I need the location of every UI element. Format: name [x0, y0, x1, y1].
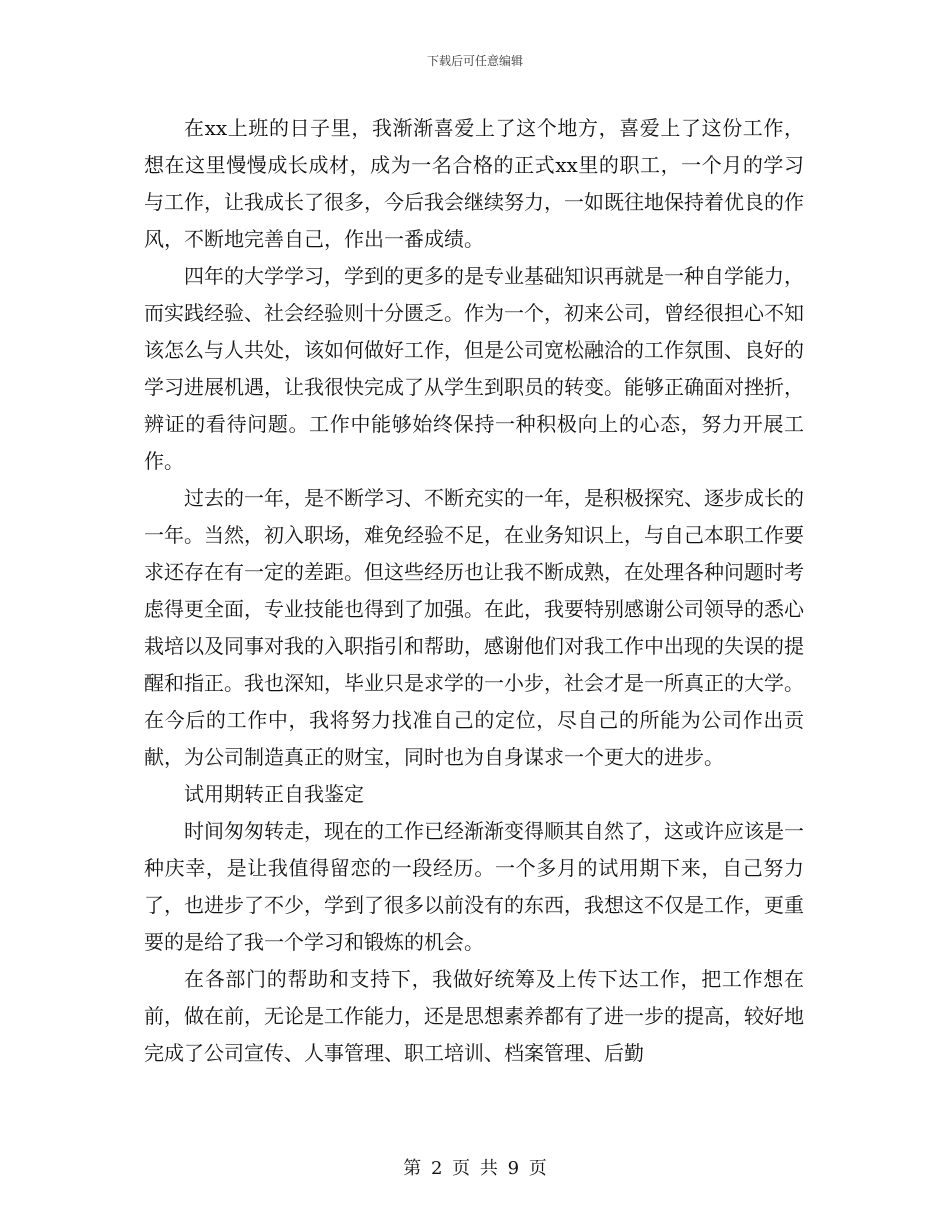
paragraph-4: 时间匆匆转走，现在的工作已经渐渐变得顺其自然了，这或许应该是一种庆幸，是让我值得留恋的一段经历。一个多月的试用期下来，自己努力了，也进步了不少，学到了很多以前没有的东西，我想这不仅是工作，更重要的是给了我一个学习和锻炼的机会。 [144, 819, 804, 954]
page-number: 第 2 页 共 9 页 [403, 1158, 547, 1179]
paragraph-3: 过去的一年，是不断学习、不断充实的一年，是积极探究、逐步成长的一年。当然，初入职场，难免经验不足，在业务知识上，与自己本职工作要求还存在有一定的差距。但这些经历也让我不断成熟，在处理各种问题时考虑得更全面，专业技能也得到了加强。在此，我要特别感谢公司领导的悉心栽培以及同事对我的入职指引和帮助，感谢他们对我工作中出现的失误的提醒和指正。我也深知，毕业只是求学的一小步，社会才是一所真正的大学。在今后的工作中，我将努力找准自己的定位，尽自己的所能为公司作出贡献，为公司制造真正的财宝，同时也为自身谋求一个更大的进步。 [144, 486, 804, 769]
paragraph-2: 四年的大学学习，学到的更多的是专业基础知识再就是一种自学能力，而实践经验、社会经验则十分匮乏。作为一个，初来公司，曾经很担心不知该怎么与人共处，该如何做好工作，但是公司宽松融洽的工作氛围、良好的学习进展机遇，让我很快完成了从学生到职员的转变。能够正确面对挫折，辨证的看待问题。工作中能够始终保持一种积极向上的心态，努力开展工作。 [144, 264, 804, 473]
paragraph-5: 在各部门的帮助和支持下，我做好统筹及上传下达工作，把工作想在前，做在前，无论是工作能力，还是思想素养都有了进一步的提高，较好地完成了公司宣传、人事管理、职工培训、档案管理、后勤 [144, 967, 804, 1065]
document-body [144, 110, 804, 1072]
section-heading: 试用期转正自我鉴定 [184, 782, 364, 806]
paragraph-1: 在xx上班的日子里，我渐渐喜爱上了这个地方，喜爱上了这份工作，想在这里慢慢成长成材，成为一名合格的正式xx里的职工，一个月的学习与工作，让我成长了很多，今后我会继续努力，一如既往地保持着优良的作风，不断地完善自己，作出一番成绩。 [144, 116, 804, 251]
page-header-note: 下载后可任意编辑 [426, 54, 523, 68]
